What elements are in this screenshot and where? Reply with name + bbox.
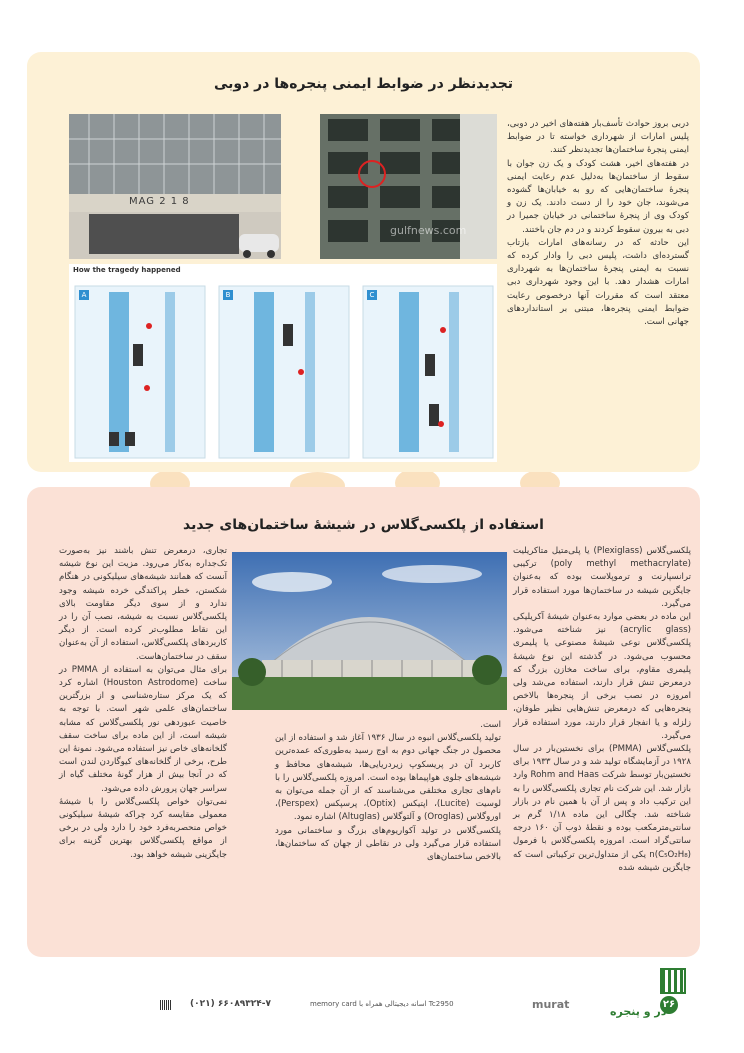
- paragraph: تولید پلکسی‌گلاس انبوه در سال ۱۹۳۶ آغاز شد و استفاده از این محصول در جنگ جهانی دوم به اوج رسید به‌طوری‌که عمده‌ترین کاربرد آن در پریسکوپ زیردریایی‌ها، شیشه‌های محافظ و شیشه‌های جلوی هواپیماها بوده است. امروزه پلکسی‌گلاس را با نام‌های تجاری مختلفی می‌شناسند که از آن جمله می‌توان به لوسیت (Lucite)، اپتیکس (Optix)، پرسپکس (Perspex)، اوروگلاس (Oroglas) و آلتوگلاس (Altuglas) اشاره نمود.: [275, 733, 501, 823]
- article-column-right: [513, 545, 691, 875]
- tower-windows-illustration: [320, 114, 497, 259]
- diagram-panel-label: B: [223, 290, 233, 300]
- article-dubai-window-safety: [27, 52, 700, 472]
- building-entrance-photo: [69, 114, 281, 259]
- paragraph: پلکسی‌گلاس (PMMA) برای نخستین‌بار در سال ۱۹۲۸ در آزمایشگاه تولید شد و در سال ۱۹۳۳ برای نخستین‌بار توسط شرکت Rohm and Haas وارد بازار شد. این شرکت نام تجاری پلکسی‌گلاس را به این ترکیب داد و پس از آن با همین نام در بازار شناخته شد. چگالی این ماده ۱/۱۸ گرم بر سانتی‌مترمکعب بوده و نقطهٔ ذوب آن ۱۶۰ درجه سانتی‌گراد است. امروزه پلکسی‌گلاس با فرمول (C₅O₂H₈)n یکی از متداول‌ترین ترکیباتی است که جایگزین شیشه شده: [513, 744, 692, 873]
- paragraph: برای مثال می‌توان به استفاده از PMMA در ساخت (Houston Astrodome) اشاره کرد که یک مرکز ستاره‌شناسی و از بزرگترین ساختمان‌های علمی شهر است. با توجه به خاصیت عبوردهی نور پلکسی‌گلاس که مشابه شیشه است، از این ماده برای ساخت سقف گلخانه‌های خاص نیز استفاده می‌شود. نمونهٔ این طرح، برخی از گلخانه‌های کیوگاردن لندن است که در آنجا بیش از هزار گونهٔ مختلف گیاه از سراسر جهان پرورش داده می‌شود.: [59, 664, 228, 794]
- paragraph: دربی بروز حوادث تأسف‌بار هفته‌های اخیر در دوبی، پلیس امارات از شهرداری خواسته تا در ضوابط ایمنی پنجرهٔ ساختمان‌ها تجدیدنظر کنند.: [507, 119, 689, 156]
- diagram-panel-label: A: [79, 290, 89, 300]
- barcode-icon: [160, 1000, 172, 1010]
- page-number: ۲۶: [660, 996, 678, 1014]
- diagram-caption: How the tragedy happened: [73, 266, 181, 274]
- astrodome-illustration: [232, 552, 507, 710]
- article-body: [507, 118, 689, 329]
- magazine-name: در و پنجره: [610, 1005, 667, 1018]
- magazine-logo: [660, 968, 690, 1028]
- article-plexiglass: [27, 487, 700, 957]
- paragraph: این ماده در بعضی موارد به‌عنوان شیشهٔ آکریلیکی (acrylic glass) نیز شناخته می‌شود. پلکسی‌گلاس نوعی شیشهٔ مصنوعی یا پلیمری محسوب می‌شود. در گذشته این نوع شیشهٔ پلیمری مقاوم، برای ساخت مخازن بزرگ که درمعرض تنش قرار دارند، استفاده می‌شد ولی امروزه در نصب برخی از پنجره‌ها بالاخص پنجره‌هایی که درمعرض تنش‌هایی نظیر طوفان، زلزله و یا انفجار قرار دارند، مورد استفاده قرار می‌گیرد.: [513, 612, 691, 741]
- article-column-left: [59, 545, 227, 862]
- tragedy-diagram: [69, 264, 497, 462]
- houston-astrodome-photo: [232, 552, 507, 710]
- logo-window-icon: [660, 968, 686, 994]
- paragraph: است.: [480, 720, 501, 730]
- paragraph: پلکسی‌گلاس در تولید آکواریوم‌های بزرگ و ساختمانی مورد استفاده قرار می‌گیرد ولی در نقاطی از جهان که ساختمان‌ها، بالاخص ساختمان‌های: [275, 825, 501, 863]
- photo-watermark: gulfnews.com: [390, 224, 467, 237]
- article-title: تجدیدنظر در ضوابط ایمنی پنجره‌ها در دوبی: [213, 76, 514, 92]
- diagram-panel-label: C: [367, 290, 377, 300]
- fall-sequence-illustration: [69, 264, 497, 462]
- paragraph: این حادثه که در رسانه‌های امارات بازتاب گسترده‌ای داشت، پلیس دبی را وادار کرده که نسبت به ایمنی پنجرهٔ ساختمان‌ها به شهرداری امارات هشدار دهد. با این وجود شهرداری دبی معتقد است که مقررات آنها درخصوص رعایت ضوابط ایمنی پنجره‌ها، مبتنی بر استانداردهای جهانی است.: [507, 237, 689, 328]
- tower-window-photo: [320, 114, 497, 259]
- paragraph: نمی‌توان خواص پلکسی‌گلاس را با شیشهٔ معمولی مقایسه کرد چراکه شیشهٔ سیلیکونی خواص منحصربه‌فرد خود را دارد ولی در برخی از مواقع پلکسی‌گلاس بهترین گزینه برای جایگزینی شیشه خواهد بود.: [59, 796, 227, 860]
- article-column-middle: [275, 719, 501, 864]
- building-facade-illustration: [69, 114, 281, 259]
- paragraph: پلکسی‌گلاس (Plexiglass) یا پلی‌متیل متاکریلیت (poly methyl methacrylate) ترکیبی ترانسپارنت و ترموپلاست بوده که به‌عنوان جایگزین شیشه در ساختمان‌ها مورد استفاده قرار می‌گیرد.: [513, 546, 691, 609]
- paragraph: در هفته‌های اخیر، هشت کودک و یک زن جوان با سقوط از ساختمان‌ها به‌دلیل عدم رعایت ایمنی پنجرهٔ ساختمان‌هایی که رو به خیابان‌ها گشوده می‌شوند، جان خود را از دست دادند. یک زن و کودک وی از پنجرهٔ ساختمانی در خیابان جمیرا در دبی به بیرون سقوط کردند و در دم جان باختند.: [507, 158, 689, 235]
- article-title: استفاده از پلکسی‌گلاس در شیشهٔ ساختمان‌های جدید: [183, 517, 544, 533]
- footer-ad-text: memory card اسانه دیجیتالی همراه با Tc2950: [310, 1000, 454, 1008]
- footer-ad-strip: [150, 998, 570, 1014]
- building-sign: MAG 2 1 8: [129, 196, 190, 207]
- footer-brand: murat: [532, 998, 570, 1011]
- paragraph: تجاری، درمعرض تنش باشند نیز به‌صورت تک‌جداره به‌کار می‌رود. مزیت این نوع شیشه آنست که همانند شیشه‌های سیلیکونی در هنگام شکستن، خطر پراکندگی خرده شیشه وجود ندارد و از سوی دیگر مقاومت بالای پلکسی‌گلاس نسبت به شیشه، نصب آن را در این نقاط مطلوب‌تر کرده است. از دیگر کاربردهای پلکسی‌گلاس، استفاده از آن به‌عنوان سقف در ساختمان‌هاست.: [59, 546, 227, 662]
- footer-phone: (۰۲۱) ۶۶۰۸۹۳۲۴-۷: [190, 999, 272, 1009]
